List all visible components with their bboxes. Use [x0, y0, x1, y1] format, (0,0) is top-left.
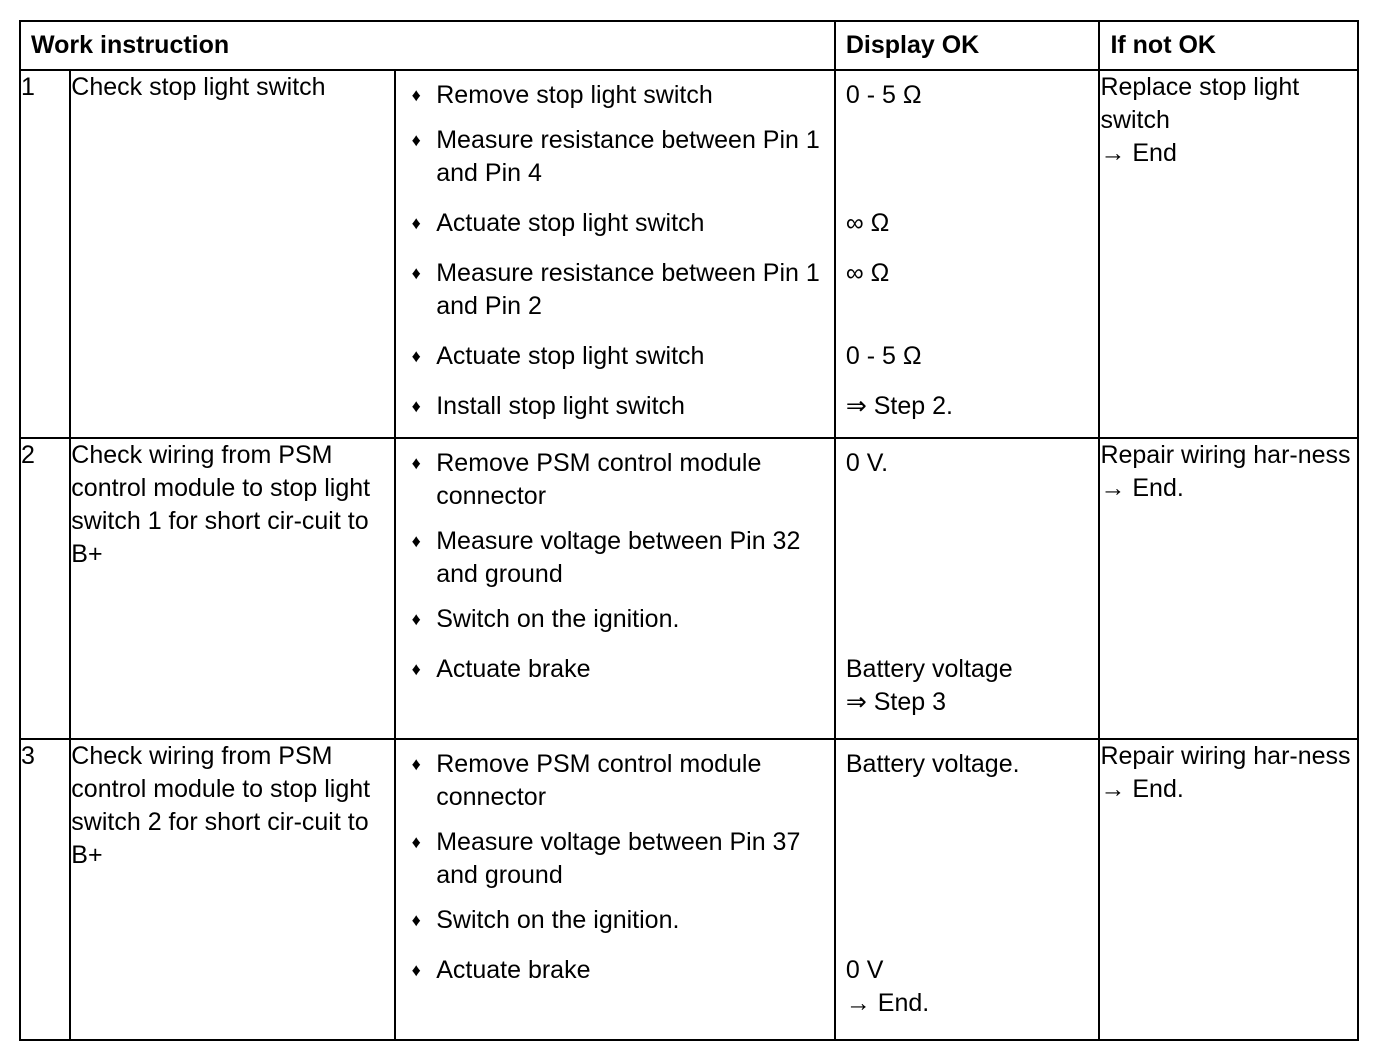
step-number: 1	[20, 70, 70, 438]
work-instruction-table	[19, 20, 1359, 1041]
action-item	[396, 257, 834, 340]
display-value: 0 V → End.	[845, 956, 930, 1017]
step-actions	[395, 739, 835, 1040]
step-row	[20, 70, 1358, 438]
step-row	[20, 739, 1358, 1040]
step-description: Check wiring from PSM control module to stop light switch 1 for short cir-cuit to B+	[70, 438, 395, 739]
step-description: Check wiring from PSM control module to stop light switch 2 for short cir-cuit to B+	[70, 739, 395, 1040]
action-item	[396, 954, 834, 1039]
diamond-bullet-icon: ♦	[411, 130, 421, 150]
diamond-bullet-icon: ♦	[411, 85, 421, 105]
display-value: Battery voltage ⇒ Step 3	[845, 655, 1013, 716]
step-row	[20, 438, 1358, 739]
diamond-bullet-icon: ♦	[411, 910, 421, 930]
display-value	[836, 525, 1099, 603]
action-item	[396, 748, 834, 826]
display-value	[836, 603, 1099, 653]
display-value: ∞ Ω	[845, 259, 890, 287]
diamond-bullet-icon: ♦	[411, 346, 421, 366]
header-row	[20, 21, 1358, 70]
diamond-bullet-icon: ♦	[411, 213, 421, 233]
diamond-bullet-icon: ♦	[411, 531, 421, 551]
diamond-bullet-icon: ♦	[411, 609, 421, 629]
steps-body	[20, 70, 1358, 1040]
diamond-bullet-icon: ♦	[411, 396, 421, 416]
action-item	[396, 603, 834, 653]
step-description: Check stop light switch	[70, 70, 395, 438]
action-item	[396, 207, 834, 257]
action-item	[396, 447, 834, 525]
action-text: Actuate brake	[436, 956, 591, 984]
display-value: 0 - 5 Ω	[845, 342, 922, 370]
action-text: Actuate stop light switch	[436, 342, 705, 370]
action-text: Install stop light switch	[436, 392, 685, 420]
display-value: 0 - 5 Ω	[845, 81, 922, 109]
diamond-bullet-icon: ♦	[411, 754, 421, 774]
display-value: ∞ Ω	[845, 209, 890, 237]
if-not-ok-text: Repair wiring har-ness → End.	[1099, 438, 1358, 739]
display-value	[836, 826, 1099, 904]
action-item	[396, 124, 834, 207]
step-actions	[395, 438, 835, 739]
action-text: Remove PSM control module connector	[436, 750, 762, 811]
action-text: Remove stop light switch	[436, 81, 713, 109]
display-value: Battery voltage.	[845, 750, 1020, 778]
action-item	[396, 340, 834, 390]
step-display-ok	[835, 70, 1100, 438]
diamond-bullet-icon: ♦	[411, 832, 421, 852]
display-value: ⇒ Step 2.	[845, 392, 953, 420]
action-item	[396, 826, 834, 904]
action-text: Actuate brake	[436, 655, 591, 683]
display-value	[836, 124, 1099, 207]
header-work-instruction: Work instruction	[20, 21, 835, 70]
header-if-not-ok: If not OK	[1099, 21, 1358, 70]
action-text: Switch on the ignition.	[436, 906, 680, 934]
if-not-ok-text: Repair wiring har-ness → End.	[1099, 739, 1358, 1040]
action-item	[396, 79, 834, 124]
action-text: Measure voltage between Pin 32 and ground	[436, 527, 801, 588]
diamond-bullet-icon: ♦	[411, 453, 421, 473]
action-item	[396, 390, 834, 437]
action-text: Switch on the ignition.	[436, 605, 680, 633]
diamond-bullet-icon: ♦	[411, 659, 421, 679]
action-text: Measure voltage between Pin 37 and ground	[436, 828, 801, 889]
action-item	[396, 653, 834, 738]
step-number: 3	[20, 739, 70, 1040]
step-display-ok	[835, 438, 1100, 739]
diamond-bullet-icon: ♦	[411, 960, 421, 980]
action-text: Measure resistance between Pin 1 and Pin 4	[436, 126, 820, 187]
step-display-ok	[835, 739, 1100, 1040]
action-item	[396, 525, 834, 603]
display-value	[836, 904, 1099, 954]
action-text: Measure resistance between Pin 1 and Pin 2	[436, 259, 820, 320]
action-item	[396, 904, 834, 954]
step-actions	[395, 70, 835, 438]
action-text: Actuate stop light switch	[436, 209, 705, 237]
diamond-bullet-icon: ♦	[411, 263, 421, 283]
action-text: Remove PSM control module connector	[436, 449, 762, 510]
step-number: 2	[20, 438, 70, 739]
header-display-ok: Display OK	[835, 21, 1100, 70]
display-value: 0 V.	[845, 449, 889, 477]
if-not-ok-text: Replace stop light switch → End	[1099, 70, 1358, 438]
